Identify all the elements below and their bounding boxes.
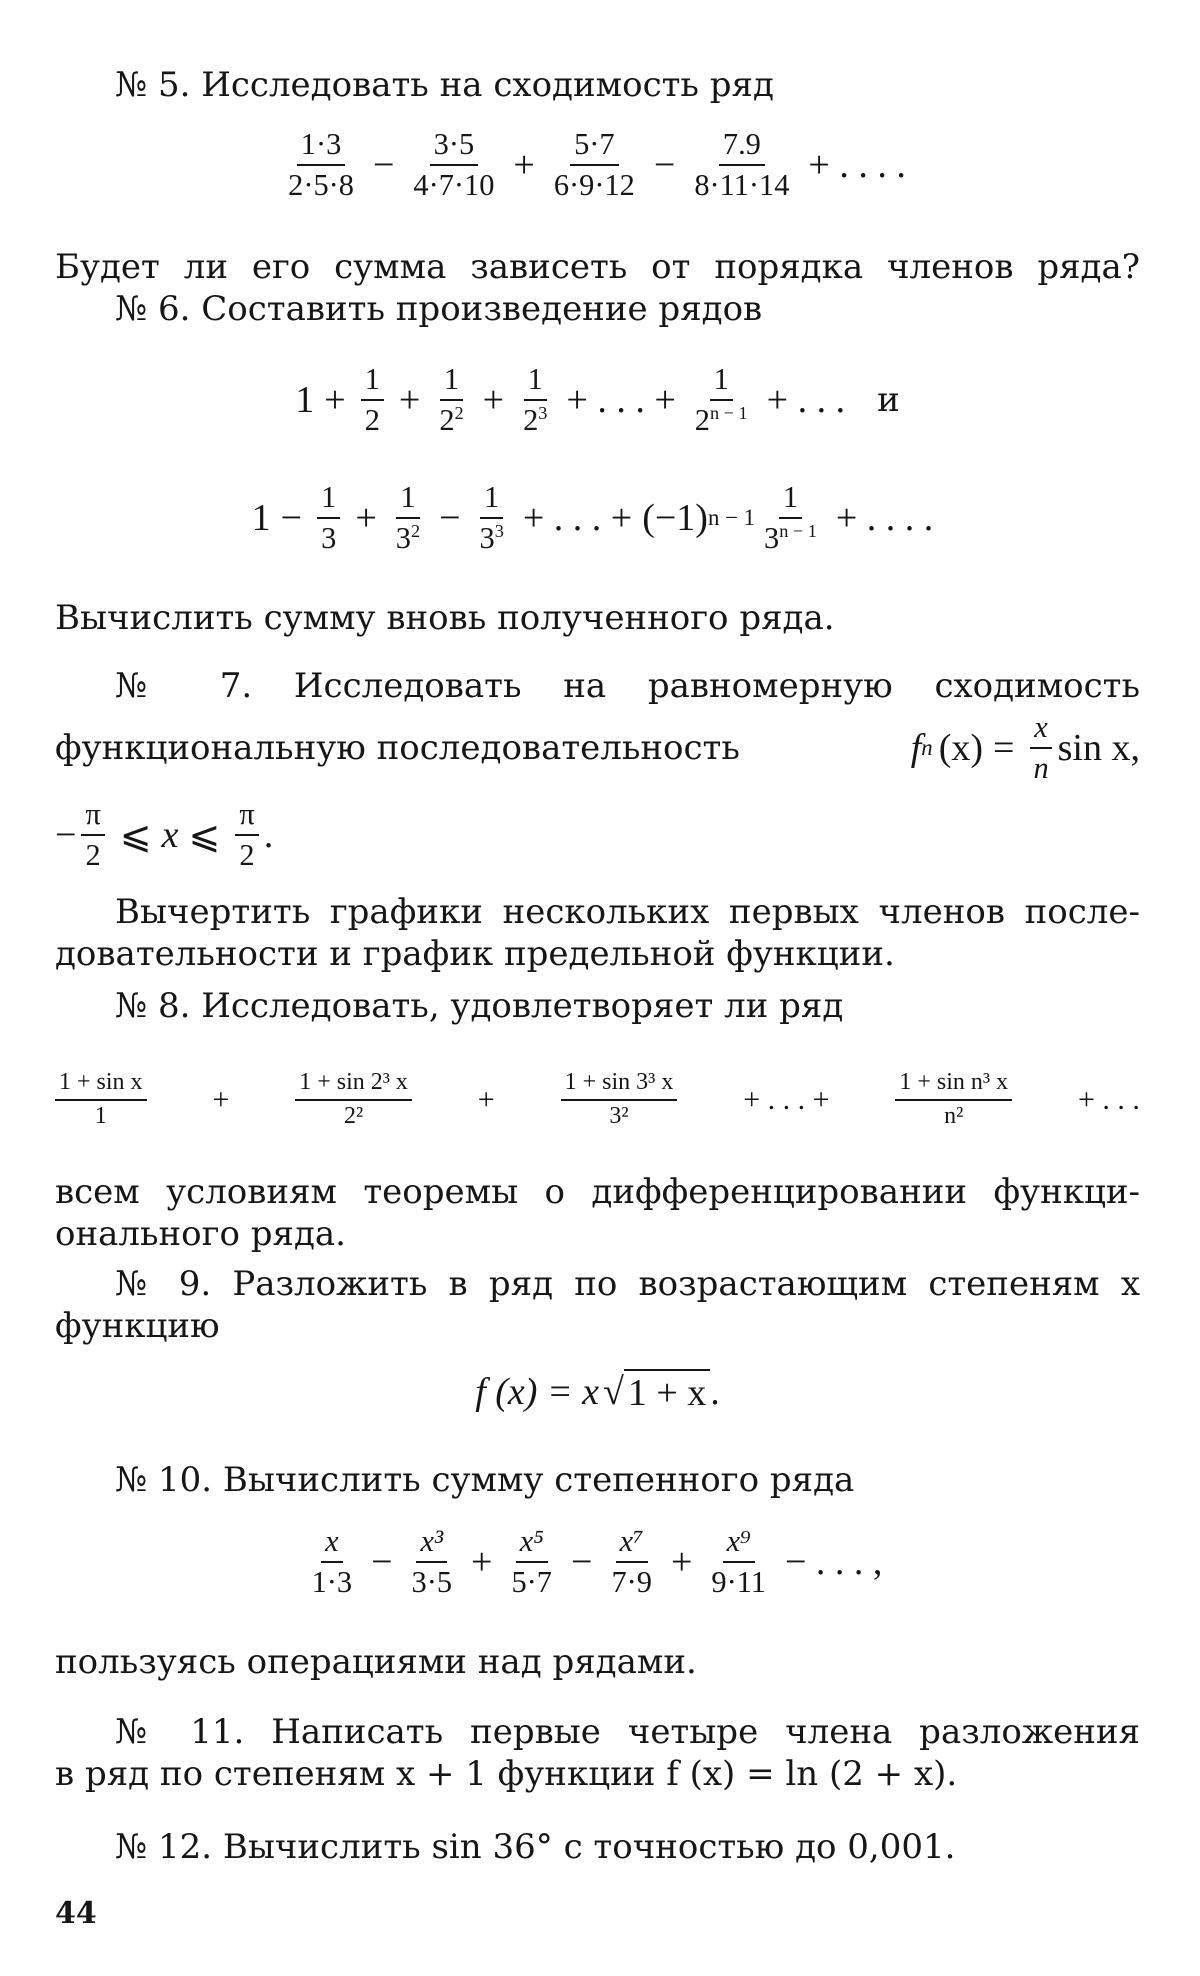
fraction: $\frac{\pi}{2}$ <box>81 797 104 873</box>
fraction: $\frac{1}{2^{n - 1}}$ <box>694 361 748 438</box>
fraction: $\frac{x}{n}$ <box>1029 710 1052 786</box>
fraction: $\frac{\text{1 + sin 2³ x}}{\text{2²}}$ <box>295 1069 412 1130</box>
fraction: $\frac{1}{2^3}$ <box>523 361 548 438</box>
problem-7-formula: f n (x) = $\frac{x}{n}$ sin x, <box>910 710 1140 785</box>
fraction: $\frac{\text{1 + sin 3³ x}}{\text{3²}}$ <box>561 1069 678 1130</box>
problem-9-formula: f (x) = x √ 1 + x . <box>475 1371 720 1414</box>
fraction: $\frac{\text{x⁹}}{9\cdot 11}$ <box>711 1524 766 1599</box>
fraction: $\frac{1}{2}$ <box>361 362 384 438</box>
fraction: $\frac{\text{1 + sin x}}{1}$ <box>55 1069 147 1130</box>
problem-8-series: $\frac{\text{1 + sin x}}{1}$ + $\frac{\text{1 + sin 2³ x}}{\text{2²}}$ + $\frac{\text{1 + sin 3³ x}}{\text{3²}}$ + . . . + $\frac{\text{1 + sin n³ x}}{\text{n²}}$ + . . . <box>55 1060 1140 1140</box>
fraction: $\frac{\pi}{2}$ <box>235 797 258 873</box>
problem-9-line-1: № 9. Разложить в ряд по возрастающим степеням x <box>115 1264 1140 1304</box>
problem-5-question: Будет ли его сумма зависеть от порядка членов ряда? <box>55 247 1140 287</box>
problem-7-line-2: функциональную последовательность f n (x) = $\frac{x}{n}$ sin x, <box>55 710 1140 785</box>
problem-7-task-line-1: Вычертить графики нескольких первых членов после- <box>115 892 1140 932</box>
problem-5-formula: $\frac{1\cdot 3}{2\cdot 5\cdot 8}$ − $\frac{3\cdot 5}{4\cdot 7\cdot 10}$ + $\frac{5\cdot 7}{6\cdot 9\cdot 12}$ − $\frac{7.9}{8\cdot 11\cdot 14}$ + . . . . <box>55 125 1140 205</box>
problem-7-task-line-2: довательности и график предельной функции. <box>55 934 895 974</box>
problem-6-title: № 6. Составить произведение рядов <box>115 289 763 329</box>
problem-6-series-a: 1 + $\frac{1}{2}$ + $\frac{1}{2^2}$ + $\frac{1}{2^3}$ + . . . + $\frac{1}{2^{n - 1}}$ + . . . и <box>295 361 900 438</box>
fraction: $\frac{1}{3^2}$ <box>395 479 421 556</box>
fraction: $\frac{3\cdot 5}{4\cdot 7\cdot 10}$ <box>413 127 495 202</box>
problem-6-task: Вычислить сумму вновь полученного ряда. <box>55 598 835 638</box>
conjunction: и <box>877 380 900 420</box>
fraction: $\frac{7.9}{8\cdot 11\cdot 14}$ <box>694 127 790 202</box>
problem-8-after-line-1: всем условиям теоремы о дифференцировании функци- <box>55 1172 1140 1212</box>
page-number: 44 <box>55 1896 97 1931</box>
fraction: $\frac{x}{1\cdot 3}$ <box>311 1524 353 1599</box>
problem-11-line-2: в ряд по степеням x + 1 функции f (x) = ln (2 + x). <box>55 1754 958 1794</box>
fraction: $\frac{1\cdot 3}{2\cdot 5\cdot 8}$ <box>288 127 354 202</box>
problem-8-title: № 8. Исследовать, удовлетворяет ли ряд <box>115 986 844 1026</box>
problem-10-after: пользуясь операциями над рядами. <box>55 1642 697 1682</box>
fraction: $\frac{1}{3}$ <box>317 480 340 556</box>
problem-7-range: − $\frac{\pi}{2}$ ⩽ x ⩽ $\frac{\pi}{2}$ . <box>55 797 274 872</box>
problem-5-title: № 5. Исследовать на сходимость ряд <box>115 65 774 105</box>
problem-6-series-b: 1 − $\frac{1}{3}$ + $\frac{1}{3^2}$ − $\frac{1}{3^3}$ + . . . + (−1) n − 1 $\frac{1}{3^{n - 1}}$ + . . . . <box>251 479 934 556</box>
problem-8-after-line-2: онального ряда. <box>55 1214 346 1254</box>
fraction: $\frac{\text{1 + sin n³ x}}{\text{n²}}$ <box>895 1069 1012 1130</box>
fraction: $\frac{1}{3^{n - 1}}$ <box>764 479 817 556</box>
fraction: $\frac{1}{3^3}$ <box>479 479 504 556</box>
problem-10-series: $\frac{x}{1\cdot 3}$ − $\frac{\text{x³}}{3\cdot 5}$ + $\frac{\text{x⁵}}{5\cdot 7}$ − $\frac{\text{x⁷}}{7\cdot 9}$ + $\frac{\text{x⁹}}{9\cdot 11}$ − . . . , <box>55 1520 1140 1604</box>
problem-11-line-1: № 11. Написать первые четыре члена разложения <box>115 1712 1140 1752</box>
fraction: $\frac{5\cdot 7}{6\cdot 9\cdot 12}$ <box>553 127 635 202</box>
problem-12: № 12. Вычислить sin 36° с точностью до 0,001. <box>115 1827 956 1867</box>
fraction: $\frac{1}{2^2}$ <box>439 361 464 438</box>
problem-9-line-2: функцию <box>55 1306 220 1346</box>
problem-10-title: № 10. Вычислить сумму степенного ряда <box>115 1460 855 1500</box>
fraction: $\frac{\text{x³}}{3\cdot 5}$ <box>411 1524 453 1599</box>
fraction: $\frac{\text{x⁵}}{5\cdot 7}$ <box>511 1524 552 1599</box>
problem-7-line-1: № 7. Исследовать на равномерную сходимость <box>115 666 1140 706</box>
fraction: $\frac{\text{x⁷}}{7\cdot 9}$ <box>611 1524 652 1599</box>
